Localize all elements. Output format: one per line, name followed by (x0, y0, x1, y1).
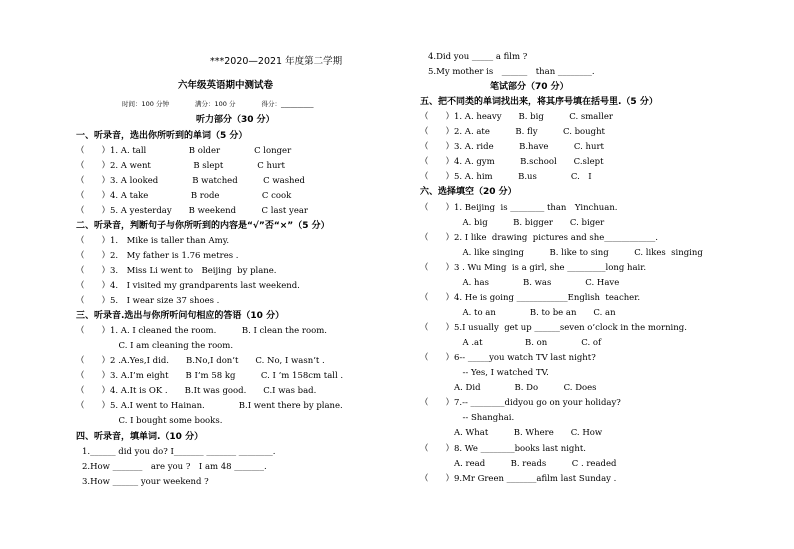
section-3-heading: 三、听录音.选出与你所听问句相应的答语（10 分） (76, 311, 285, 321)
list-item: A. Did B. Do C. Does (420, 383, 597, 393)
listening-heading: 听力部分（30 分） (196, 115, 275, 125)
list-item: （ ）5. A.I went to Hainan. B.I went there by plane. (76, 401, 343, 411)
section-6-heading: 六、选择填空（20 分） (420, 187, 517, 197)
list-item: （ ）1. A. I cleaned the room. B. I clean the room. (76, 326, 327, 336)
list-item: （ ）7.-- ________didyou go on your holiday? (420, 398, 621, 408)
list-item: 1.______ did you do? I_______ _______ ________. (82, 447, 276, 457)
list-item: （ ）1. A. heavy B. big C. smaller (420, 112, 613, 122)
list-item: A. big B. bigger C. biger (420, 218, 605, 228)
list-item: （ ）4. He is going ____________English teacher. (420, 293, 641, 303)
section-4-heading: 四、听录音，填单词.（10 分） (76, 432, 204, 442)
list-item: -- Shanghai. (420, 413, 515, 423)
list-item: （ ）5.I usually get up ______seven o’clock in the morning. (420, 323, 687, 333)
list-item: （ ）1. Mike is taller than Amy. (76, 236, 230, 246)
list-item: C. I am cleaning the room. (76, 341, 234, 351)
list-item: C. I bought some books. (76, 416, 223, 426)
list-item: （ ）2. A. ate B. fly C. bought (420, 127, 605, 137)
list-item: （ ）3. A.I’m eight B I’m 58 kg C. I ’m 158cm tall . (76, 371, 344, 381)
list-item: A .at B. on C. of (420, 338, 602, 348)
list-item: （ ）3. A. ride B.have C. hurt (420, 142, 604, 152)
section-2-heading: 二、听录音，判断句子与你所听到的内容是“√”否“×”（5 分） (76, 221, 330, 231)
list-item: （ ）6-- _____you watch TV last night? (420, 353, 596, 363)
list-item: A. to an B. to be an C. an (420, 308, 616, 318)
list-item: （ ）5. A. him B.us C. I (420, 172, 592, 182)
list-item: （ ）4. A take B rode C cook (76, 191, 292, 201)
list-item: （ ）2. A went B slept C hurt (76, 161, 285, 171)
list-item: A. has B. was C. Have (420, 278, 620, 288)
list-item: （ ）3. A looked B watched C washed (76, 176, 305, 186)
list-item: 4.Did you _____ a film ? (428, 52, 528, 62)
list-item: （ ）5. A yesterday B weekend C last year (76, 206, 308, 216)
list-item: （ ）2. My father is 1.76 metres . (76, 251, 239, 261)
list-item: （ ）3 . Wu Ming is a girl, she _________long hair. (420, 263, 647, 273)
list-item: 3.How ______ your weekend ? (82, 477, 209, 487)
section-5-heading: 五、把不同类的单词找出来，将其序号填在括号里.（5 分） (420, 97, 658, 107)
list-item: （ ）4. I visited my grandparents last weekend. (76, 281, 300, 291)
list-item: -- Yes, I watched TV. (420, 368, 549, 378)
exam-meta: 时间：100 分钟 满分：100 分 得分：__________ (122, 100, 314, 108)
list-item: （ ）2 .A.Yes,I did. B.No,I don’t C. No, I wasn’t . (76, 356, 325, 366)
section-1-heading: 一、听录音，选出你所听到的单词（5 分） (76, 131, 248, 141)
exam-title: ***2020—2021 年度第二学期 (210, 56, 343, 67)
list-item: （ ）8. We ________books last night. (420, 444, 586, 454)
written-heading: 笔试部分（70 分） (490, 82, 569, 92)
list-item: 2.How _______ are you ? I am 48 _______. (82, 462, 267, 472)
list-item: A. What B. Where C. How (420, 428, 603, 438)
list-item: （ ）9.Mr Green _______afilm last Sunday . (420, 474, 617, 484)
exam-subtitle: 六年级英语期中测试卷 (178, 80, 274, 91)
list-item: （ ）1. A. tall B older C longer (76, 146, 292, 156)
list-item: （ ）5. I wear size 37 shoes . (76, 296, 220, 306)
list-item: A. read B. reads C . readed (420, 459, 617, 469)
list-item: A. like singing B. like to sing C. likes singing (420, 248, 703, 258)
list-item: （ ）3. Miss Li went to Beijing by plane. (76, 266, 277, 276)
list-item: （ ）1. Beijing is ________ than Yinchuan. (420, 203, 618, 213)
list-item: （ ）4. A.It is OK . B.It was good. C.I was bad. (76, 386, 317, 396)
list-item: 5.My mother is ______ than ________. (428, 67, 595, 77)
list-item: （ ）4. A. gym B.school C.slept (420, 157, 604, 167)
list-item: （ ）2. I like drawing pictures and she____________. (420, 233, 659, 243)
